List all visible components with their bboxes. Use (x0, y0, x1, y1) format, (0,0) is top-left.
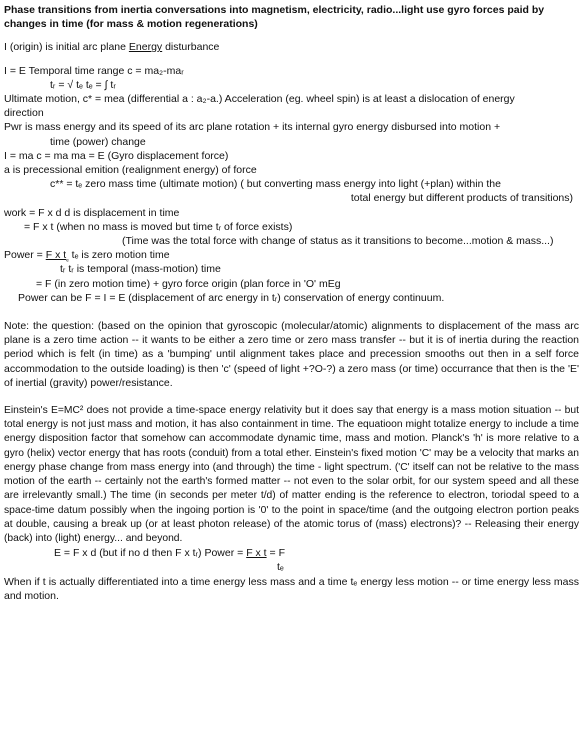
power-definition-line-1: Pwr is mass energy and its speed of its arc plane rotation + its internal gyro energy disbursed into motion + (4, 121, 501, 134)
einstein-paragraph: Einstein's E=MC² does not provide a time-space energy relativity but it does say that energy is a mass motion situation -- but total energy is not just mass and motion, it has also containment in time. The equatioon might totalize energy to include a time energy disposition factor that somehow can accommodate dynamic time, mass and motion. Planck's 'h' is more relative to a gyro (helix) vector energy that has roots (conduit) from a total ether. Einstein's fixed motion 'C' may be a velocity that marks an energy phase change from mass energy into (and through) the time - light spectrum. ('C' itself can not be relative to the mass motion of the earth -- certainly not the earth's formed matter -- not even to the solar orbit, for our system speed and all these are irrelevantly small.) The time (in seconds per meter t/d) of matter ending is the reference to electron, toriodal speed to a space-time datum possibly when the ingoing portion is '0' to the point in space/time (and the outgoing electron portion peaks at double, causing a break up (or at least photon release) of the atomic torus of (mass) electrons)? -- Releasing their energy (back) into (light) energy... and beyond. (4, 405, 579, 544)
power-definition-line-2: time (power) change (50, 135, 146, 148)
final-equation-left: E = F x d (but if no d then F x tᵣ) Power = (54, 547, 247, 560)
final-equation-fraction: F x t (246, 547, 267, 560)
origin-underlined: Energy (128, 41, 163, 54)
final-equation-denominator: tₑ (277, 561, 284, 574)
ultimate-motion-line-1: Ultimate motion, c* = mea (differential a : a₂-a.) Acceleration (eg. wheel spin) is at least a dislocation of energy (4, 93, 515, 106)
work-line-1: work = F x d d is displacement in time (4, 206, 180, 219)
power-line-1 (4, 248, 579, 262)
origin-suffix: disturbance (162, 41, 220, 54)
final-equation-right: = F (266, 547, 285, 560)
mass-acceleration-equation: I = ma c = ma ma = E (Gyro displacement force) (4, 149, 229, 162)
cstar-line-1: c** = tₑ zero mass time (ultimate motion) ( but converting mass energy into light (+plan) within the (50, 178, 501, 191)
power-label: Power = (4, 249, 46, 262)
temporal-equation: I = E Temporal time range c = ma₂-maᵣ (4, 64, 184, 77)
closing-paragraph: When if t is actually differentiated into a time energy less mass and a time tₑ energy less motion -- or time energy less mass and motion. (4, 575, 579, 602)
cstar-line-2: total energy but different products of transitions) (350, 192, 573, 205)
origin-line (4, 40, 579, 54)
power-rest: tₑ is zero motion time (68, 249, 170, 262)
note-paragraph: Note: the question: (based on the opinion that gyroscopic (molecular/atomic) alignments to displacement of the mass arc plane is a zero time action -- it wants to be either a zero time or zero mass transfer -- but it is of inertia during the reaction period which is felt (in time) as a 'bumping' until alignment takes place and precession smooths out then in a self force accommodation to the outside loading) is then 'c' (speed of light +?O-?) a zero mass (or time) occurrance that then is the 'E' of inertial (gravity) power/resistance. (4, 320, 579, 389)
work-line-3: (Time was the total force with change of status as it transitions to become...motion & mass...) (122, 235, 554, 248)
power-fraction: F x t (45, 249, 67, 262)
final-equation (4, 546, 579, 560)
power-line-3: = F (in zero motion time) + gyro force origin (plan force in 'O' mEg (36, 277, 341, 290)
work-line-2: = F x t (when no mass is moved but time tᵣ of force exists) (24, 220, 293, 233)
power-line-4: Power can be F = I = E (displacement of arc energy in tᵣ) conservation of energy continuum. (18, 291, 445, 304)
power-line-2: tᵣ tᵣ is temporal (mass-motion) time (60, 263, 221, 276)
title-line-2: changes in time (for mass & motion regenerations) (4, 18, 258, 31)
precession-line: a is precessional emition (realignment energy) of force (4, 164, 257, 177)
title-line-1: Phase transitions from inertia conversations into magnetism, electricity, radio...light use gyro forces paid by (4, 4, 545, 16)
power-fraction-sub: ₑ (66, 256, 69, 264)
ultimate-motion-line-2: direction (4, 107, 44, 120)
origin-prefix: I (origin) is initial arc plane (4, 41, 129, 54)
time-equations: tᵣ = √ tₑ tₑ = ∫ tᵣ (50, 78, 116, 91)
